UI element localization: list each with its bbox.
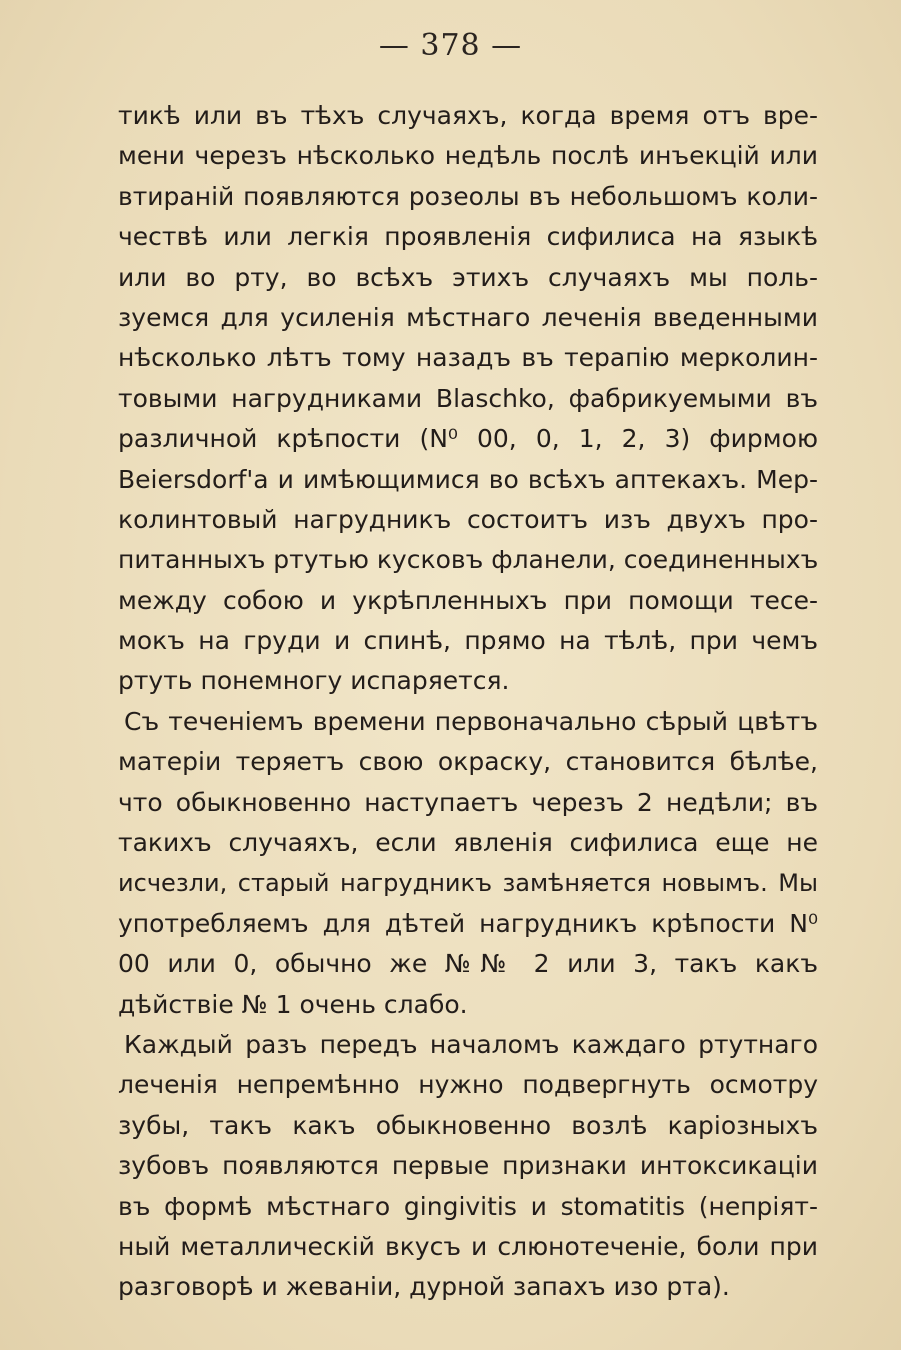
text-line: матеріи теряетъ свою окраску, становится бѣлѣе,	[118, 747, 818, 777]
text-line: мокъ на груди и спинѣ, прямо на тѣлѣ, при чемъ	[118, 626, 818, 656]
text-line: между собою и укрѣпленныхъ при помощи тесе-	[118, 585, 818, 615]
text-line: зубы, такъ какъ обыкновенно возлѣ каріозныхъ	[118, 1110, 818, 1140]
text-line: или во рту, во всѣхъ этихъ случаяхъ мы поль-	[118, 262, 818, 292]
text-line: мени черезъ нѣсколько недѣль послѣ инъекцій или	[118, 141, 818, 171]
body-text	[118, 96, 818, 1308]
text-line: Beiersdorf'a и имѣющимися во всѣхъ аптекахъ. Мер-	[118, 464, 818, 494]
text-line: колинтовый нагрудникъ состоитъ изъ двухъ про-	[118, 504, 818, 534]
text-line: товыми нагрудниками Blaschko, фабрикуемыми въ	[118, 383, 818, 413]
text-line: втираній появляются розеолы въ небольшомъ коли-	[118, 181, 818, 211]
page-number: — 378 —	[378, 28, 523, 63]
text-line: въ формѣ мѣстнаго gingivitis и stomatitis (непріят-	[118, 1191, 818, 1221]
text-line: леченія непремѣнно нужно подвергнуть осмотру	[118, 1070, 818, 1100]
text-line: что обыкновенно наступаетъ черезъ 2 недѣли; въ	[118, 787, 818, 817]
text-line: исчезли, старый нагрудникъ замѣняется новымъ. Мы	[118, 869, 818, 898]
text-line: зуемся для усиленія мѣстнаго леченія введенными	[118, 302, 818, 332]
text-line: ртуть понемногу испаряется.	[118, 666, 510, 696]
text-line: нѣсколько лѣтъ тому назадъ въ терапію мерколин-	[118, 343, 818, 373]
text-line: ный металлическій вкусъ и слюнотеченіе, боли при	[118, 1231, 818, 1261]
text-line: Каждый разъ передъ началомъ каждаго ртутнаго	[124, 1029, 818, 1059]
text-line: различной крѣпости (N⁰ 00, 0, 1, 2, 3) фирмою	[118, 424, 818, 454]
text-line: дѣйствіе № 1 очень слабо.	[118, 989, 468, 1019]
text-line: питанныхъ ртутью кусковъ фланели, соединенныхъ	[118, 545, 819, 575]
text-line: разговорѣ и жеваніи, дурной запахъ изо рта).	[118, 1272, 730, 1302]
text-line: такихъ случаяхъ, если явленія сифилиса еще не	[118, 828, 818, 858]
text-line: употребляемъ для дѣтей нагрудникъ крѣпости N⁰	[118, 908, 818, 938]
text-line: Съ теченіемъ времени первоначально сѣрый цвѣтъ	[124, 706, 818, 736]
text-line: тикѣ или въ тѣхъ случаяхъ, когда время отъ вре-	[118, 101, 818, 130]
text-line: 00 или 0, обычно же №№ 2 или 3, такъ какъ	[118, 949, 818, 979]
text-line: зубовъ появляются первые признаки интоксикаціи	[118, 1151, 818, 1181]
text-line: чествѣ или легкія проявленія сифилиса на языкѣ	[118, 222, 818, 252]
